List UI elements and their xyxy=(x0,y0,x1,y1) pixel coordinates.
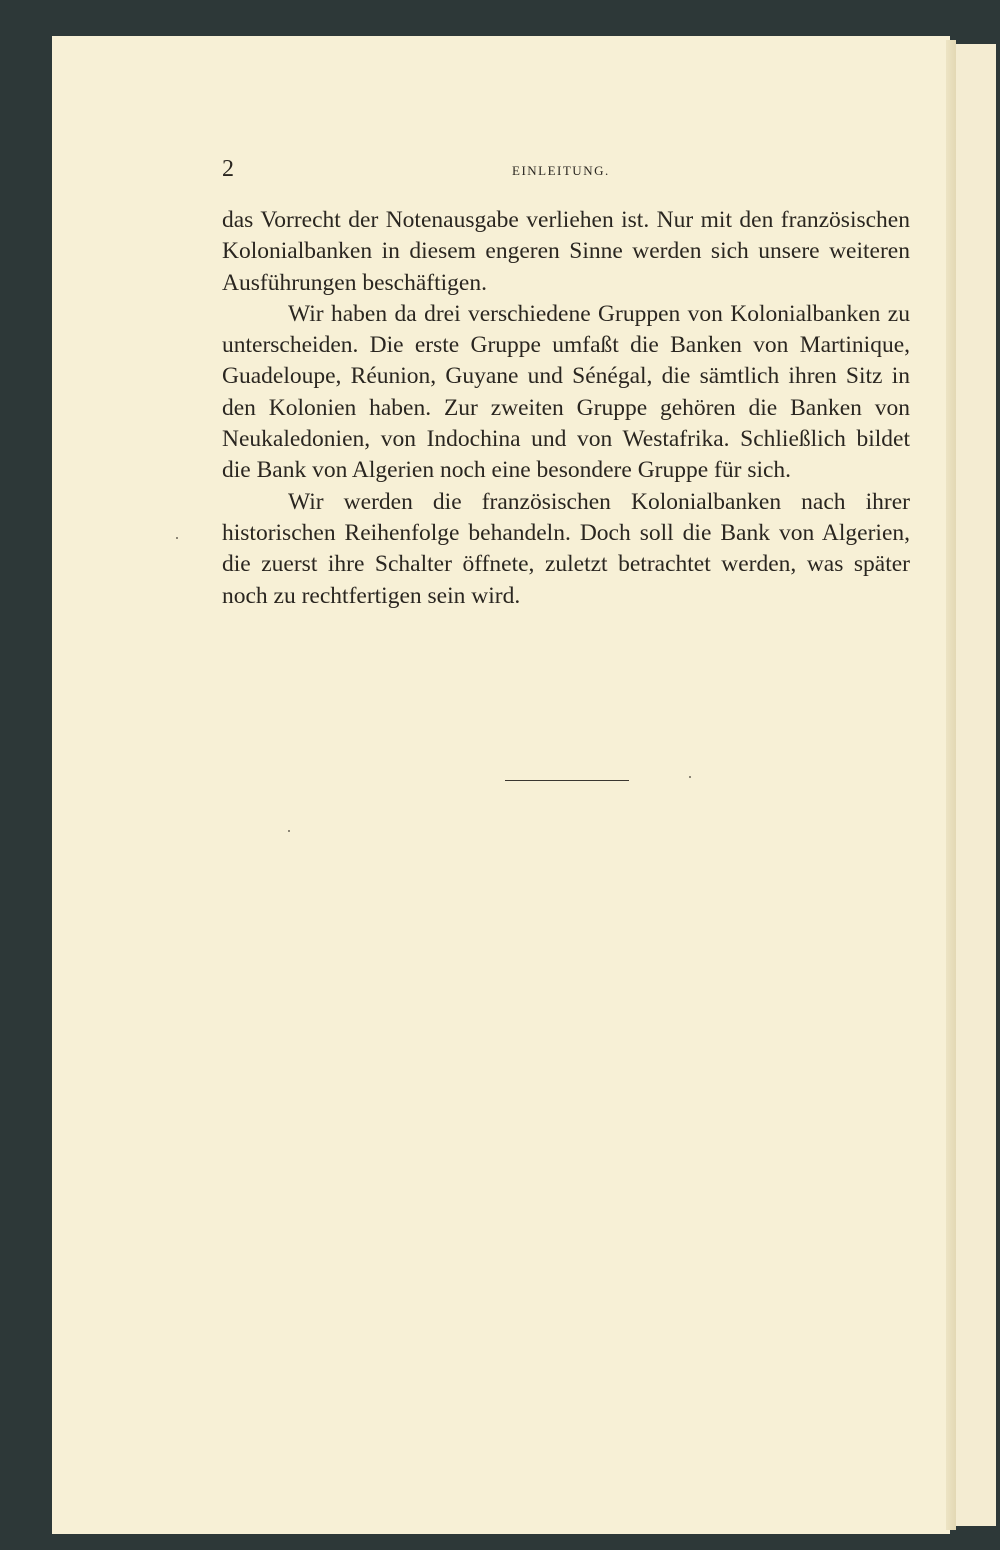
next-page-edge xyxy=(956,44,996,1526)
paragraph-3: Wir werden die französischen Kolonialbanken nach ihrer historischen Reihenfolge behandeln. Doch soll die Bank von Algerien, die zuerst ihre Schalter öffnete, zuletzt betrachtet werden, was später noch zu rechtfertigen sein wird. xyxy=(222,488,910,609)
paragraph-1: das Vorrecht der Notenausgabe verliehen ist. Nur mit den französischen Kolonialbanken in diesem engeren Sinne werden sich unsere weiteren Ausführungen beschäftigen. xyxy=(222,207,910,296)
body-text xyxy=(222,205,910,612)
page-header xyxy=(222,156,910,186)
paragraph-2: Wir haben da drei verschiedene Gruppen von Kolonialbanken zu unterscheiden. Die erste Gruppe umfaßt die Banken von Martinique, Guadeloupe, Réunion, Guyane und Sénégal, die sämtlich ihren Sitz in den Kolonien haben. Zur zweiten Gruppe gehören die Banken von Neukaledonien, von Indochina und von Westafrika. Schließlich bildet die Bank von Algerien noch eine besondere Gruppe für sich. xyxy=(222,300,910,484)
print-speck xyxy=(288,830,290,832)
print-speck xyxy=(176,537,178,539)
print-speck xyxy=(689,776,691,778)
running-head: EINLEITUNG. xyxy=(512,163,610,178)
section-end-rule xyxy=(505,780,629,781)
page-edge xyxy=(946,40,956,1530)
page-number: 2 xyxy=(222,156,234,182)
